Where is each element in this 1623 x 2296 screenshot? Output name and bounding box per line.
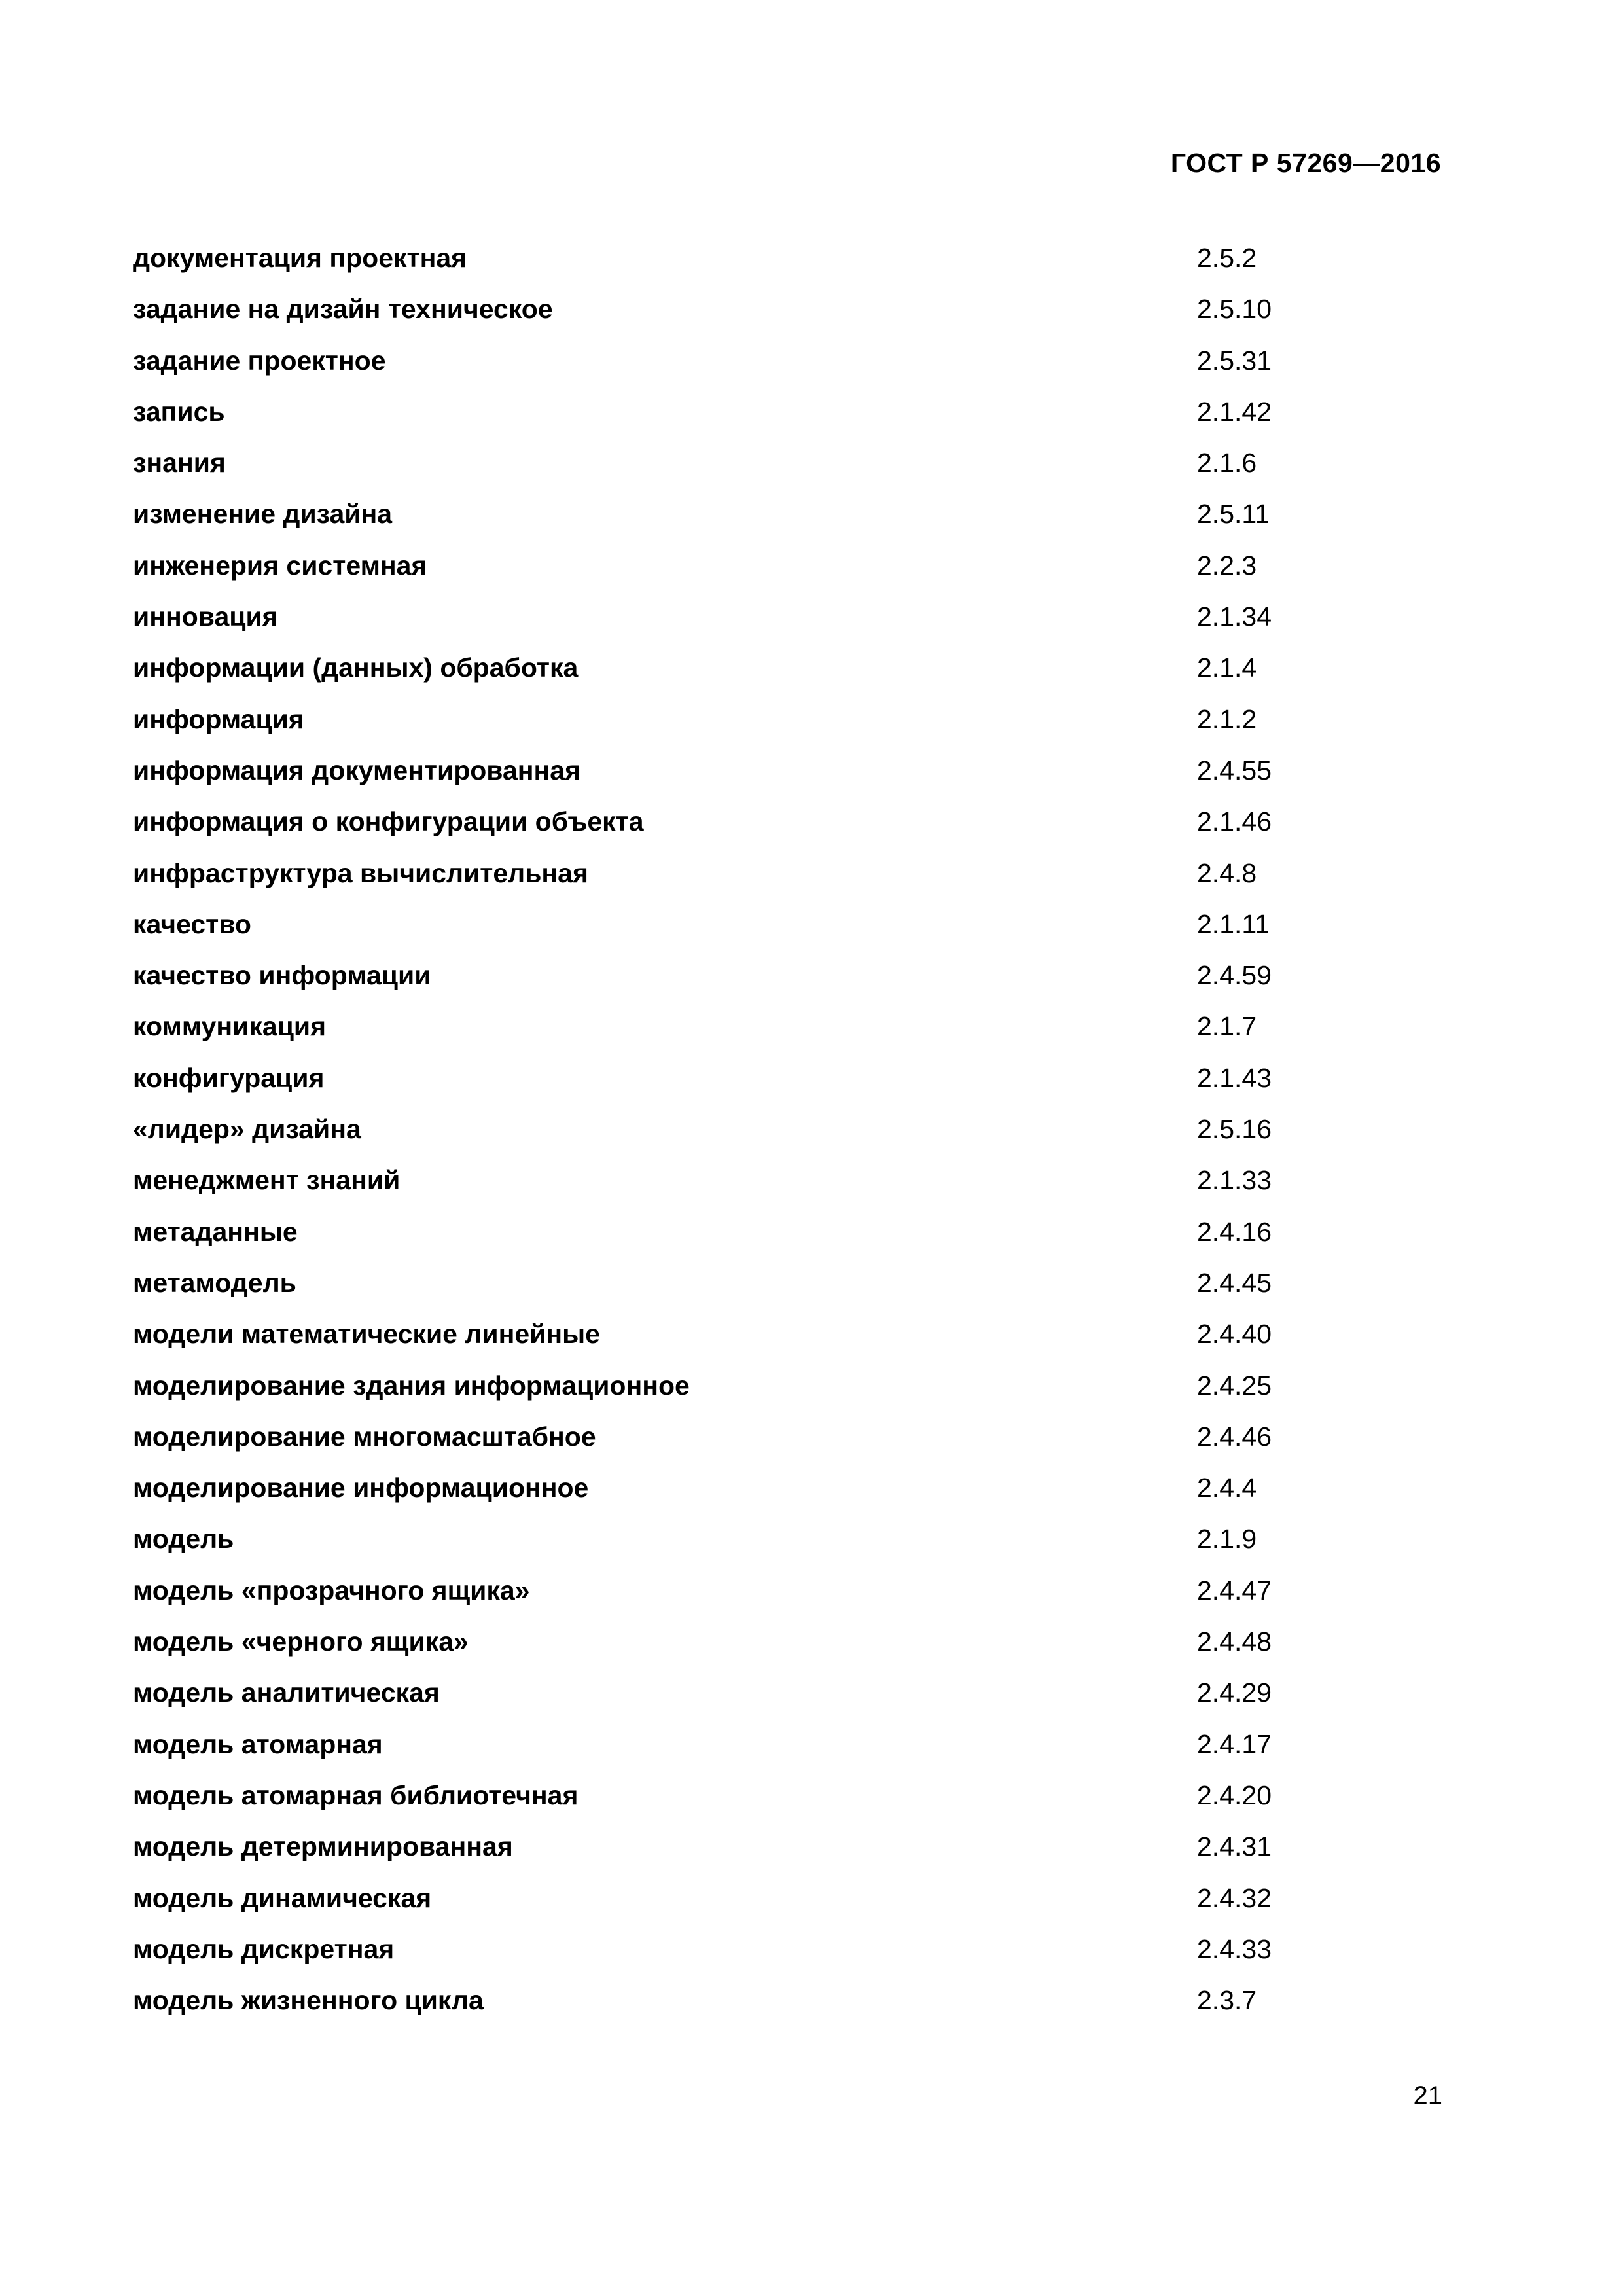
index-term: информация о конфигурации объекта: [133, 806, 644, 837]
index-term: инженерия системная: [133, 550, 427, 581]
index-entry: [133, 1982, 1376, 2033]
index-term: метамодель: [133, 1267, 296, 1298]
index-reference-number: 2.1.7: [1197, 1011, 1257, 1042]
index-reference-number: 2.4.25: [1197, 1370, 1272, 1401]
index-entry: [133, 1469, 1376, 1520]
index-entry: [133, 1213, 1376, 1265]
index-term: моделирование здания информационное: [133, 1370, 690, 1401]
index-entry: [133, 1060, 1376, 1111]
index-reference-number: 2.2.3: [1197, 550, 1257, 581]
index-term: информация: [133, 704, 304, 734]
index-reference-number: 2.1.43: [1197, 1062, 1272, 1093]
index-term: задание проектное: [133, 345, 386, 376]
index-term: метаданные: [133, 1216, 298, 1247]
index-term: модель атомарная: [133, 1729, 383, 1759]
index-term: коммуникация: [133, 1011, 327, 1042]
index-term: модель: [133, 1524, 234, 1554]
index-entry: [133, 1828, 1376, 1879]
index-reference-number: 2.4.33: [1197, 1933, 1272, 1964]
index-term: запись: [133, 396, 225, 427]
index-reference-number: 2.1.46: [1197, 806, 1272, 837]
index-reference-number: 2.5.2: [1197, 243, 1257, 273]
index-entry: [133, 1316, 1376, 1367]
index-term: информация документированная: [133, 755, 581, 785]
index-reference-number: 2.1.33: [1197, 1165, 1272, 1196]
index-reference-number: 2.5.10: [1197, 294, 1272, 325]
index-reference-number: 2.5.11: [1197, 499, 1270, 529]
index-reference-number: 2.4.48: [1197, 1626, 1272, 1657]
index-term: знания: [133, 448, 226, 478]
index-term: модель детерминированная: [133, 1831, 513, 1862]
index-entry: [133, 752, 1376, 803]
index-entry: [133, 598, 1376, 649]
index-entry: [133, 444, 1376, 495]
index-entry: [133, 1162, 1376, 1213]
index-term: моделирование многомасштабное: [133, 1421, 596, 1452]
alphabetical-index: [133, 240, 1376, 2033]
index-term: моделирование информационное: [133, 1473, 589, 1503]
index-reference-number: 2.1.11: [1197, 908, 1270, 939]
index-entry: [133, 1008, 1376, 1059]
index-reference-number: 2.4.4: [1197, 1473, 1257, 1503]
index-term: модель дискретная: [133, 1933, 395, 1964]
page-number: 21: [1413, 2081, 1442, 2110]
index-entry: [133, 393, 1376, 444]
index-entry: [133, 1726, 1376, 1777]
index-reference-number: 2.5.16: [1197, 1114, 1272, 1145]
index-term: инфраструктура вычислительная: [133, 857, 588, 888]
index-entry: [133, 906, 1376, 957]
index-entry: [133, 291, 1376, 342]
index-reference-number: 2.4.17: [1197, 1729, 1272, 1759]
index-entry: [133, 855, 1376, 906]
index-term: изменение дизайна: [133, 499, 393, 529]
index-reference-number: 2.4.59: [1197, 960, 1272, 991]
index-entry: [133, 495, 1376, 547]
index-reference-number: 2.1.4: [1197, 653, 1257, 683]
index-entry: [133, 649, 1376, 700]
index-term: модель «прозрачного ящика»: [133, 1575, 530, 1605]
index-reference-number: 2.3.7: [1197, 1985, 1257, 2016]
index-reference-number: 2.4.45: [1197, 1267, 1272, 1298]
index-term: модель аналитическая: [133, 1677, 440, 1708]
index-entry: [133, 1674, 1376, 1725]
index-reference-number: 2.4.46: [1197, 1421, 1272, 1452]
index-reference-number: 2.4.8: [1197, 857, 1257, 888]
index-term: качество информации: [133, 960, 431, 991]
index-entry: [133, 957, 1376, 1008]
document-code: ГОСТ Р 57269—2016: [1170, 148, 1441, 178]
index-reference-number: 2.1.34: [1197, 601, 1272, 632]
index-reference-number: 2.1.9: [1197, 1524, 1257, 1554]
index-entry: [133, 1880, 1376, 1931]
index-term: модель «черного ящика»: [133, 1626, 469, 1657]
index-entry: [133, 1418, 1376, 1469]
index-reference-number: 2.4.29: [1197, 1677, 1272, 1708]
index-reference-number: 2.4.20: [1197, 1780, 1272, 1810]
index-term: менеджмент знаний: [133, 1165, 401, 1196]
index-entry: [133, 701, 1376, 752]
index-entry: [133, 240, 1376, 291]
index-term: модель жизненного цикла: [133, 1985, 484, 2016]
index-entry: [133, 1367, 1376, 1418]
index-reference-number: 2.4.40: [1197, 1319, 1272, 1350]
index-reference-number: 2.4.47: [1197, 1575, 1272, 1605]
index-entry: [133, 1572, 1376, 1623]
index-term: модель динамическая: [133, 1882, 432, 1913]
index-entry: [133, 1777, 1376, 1828]
index-reference-number: 2.1.2: [1197, 704, 1257, 734]
index-entry: [133, 1265, 1376, 1316]
index-term: качество: [133, 908, 251, 939]
index-term: задание на дизайн техническое: [133, 294, 553, 325]
index-reference-number: 2.4.55: [1197, 755, 1272, 785]
index-term: информации (данных) обработка: [133, 653, 579, 683]
index-reference-number: 2.4.31: [1197, 1831, 1272, 1862]
index-term: инновация: [133, 601, 278, 632]
index-reference-number: 2.1.6: [1197, 448, 1257, 478]
index-term: «лидер» дизайна: [133, 1114, 361, 1145]
index-entry: [133, 1623, 1376, 1674]
index-term: модель атомарная библиотечная: [133, 1780, 579, 1810]
index-entry: [133, 547, 1376, 598]
index-entry: [133, 342, 1376, 393]
index-reference-number: 2.4.32: [1197, 1882, 1272, 1913]
index-reference-number: 2.5.31: [1197, 345, 1272, 376]
index-entry: [133, 1931, 1376, 1982]
index-term: конфигурация: [133, 1062, 325, 1093]
index-entry: [133, 1111, 1376, 1162]
index-reference-number: 2.1.42: [1197, 396, 1272, 427]
index-term: документация проектная: [133, 243, 467, 273]
index-term: модели математические линейные: [133, 1319, 600, 1350]
index-reference-number: 2.4.16: [1197, 1216, 1272, 1247]
index-entry: [133, 1520, 1376, 1571]
index-entry: [133, 803, 1376, 854]
